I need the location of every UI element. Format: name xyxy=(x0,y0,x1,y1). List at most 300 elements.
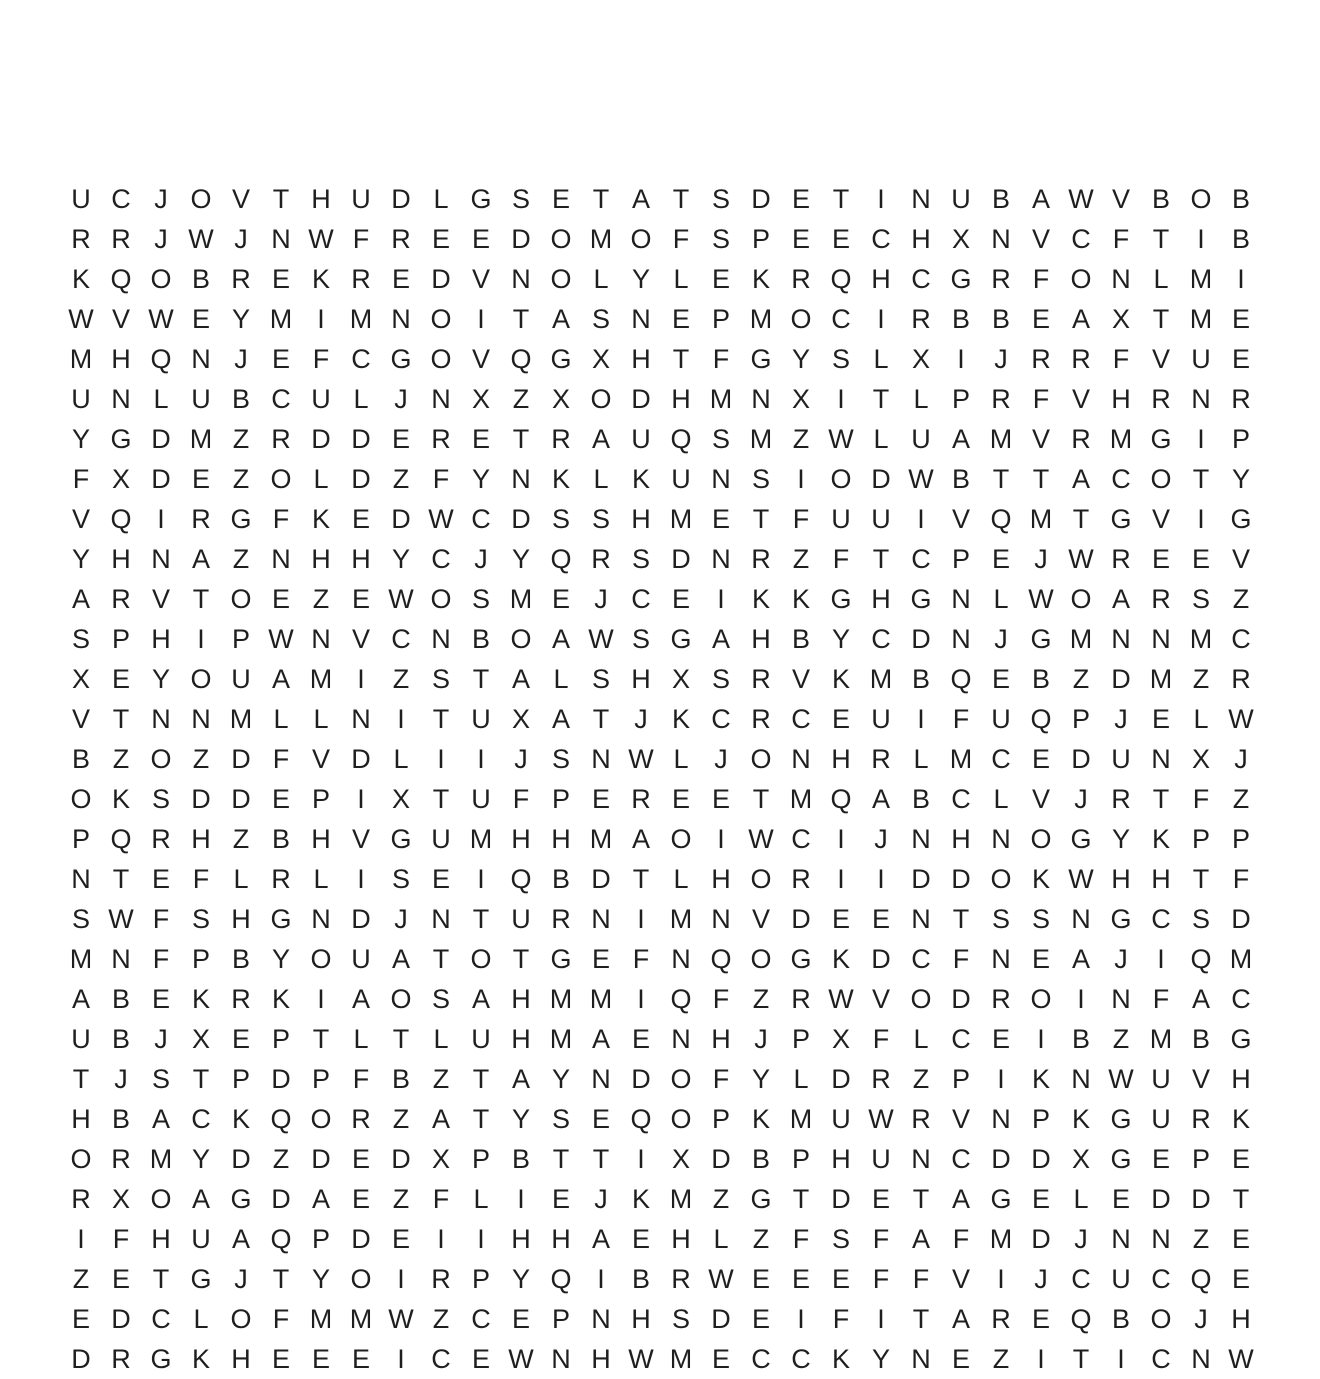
grid-cell[interactable]: R xyxy=(231,263,251,294)
grid-cell[interactable]: Z xyxy=(112,743,130,774)
grid-cell[interactable]: E xyxy=(711,783,730,814)
grid-cell[interactable]: E xyxy=(391,263,410,294)
grid-cell[interactable]: D xyxy=(391,1143,411,1174)
grid-cell[interactable]: F xyxy=(792,503,810,534)
grid-cell[interactable]: K xyxy=(1071,1103,1090,1134)
grid-cell[interactable]: Q xyxy=(830,263,852,294)
grid-cell[interactable]: B xyxy=(791,623,810,654)
grid-cell[interactable]: O xyxy=(510,623,532,654)
grid-cell[interactable]: E xyxy=(271,783,290,814)
grid-cell[interactable]: I xyxy=(437,743,445,774)
grid-cell[interactable]: R xyxy=(1071,423,1091,454)
grid-cell[interactable]: G xyxy=(390,343,412,374)
grid-cell[interactable]: T xyxy=(512,303,530,334)
grid-cell[interactable]: T xyxy=(112,863,130,894)
grid-cell[interactable]: I xyxy=(317,303,325,334)
grid-cell[interactable]: D xyxy=(111,1303,131,1334)
grid-cell[interactable]: J xyxy=(1034,1263,1048,1294)
grid-cell[interactable]: N xyxy=(671,1023,691,1054)
grid-cell[interactable]: W xyxy=(1228,703,1254,734)
grid-cell[interactable]: T xyxy=(1192,463,1210,494)
grid-cell[interactable]: V xyxy=(1031,783,1050,814)
grid-cell[interactable]: Y xyxy=(511,1103,530,1134)
grid-cell[interactable]: G xyxy=(1150,423,1172,454)
grid-cell[interactable]: E xyxy=(191,463,210,494)
grid-cell[interactable]: E xyxy=(1031,1303,1050,1334)
grid-cell[interactable]: J xyxy=(994,623,1008,654)
grid-cell[interactable]: E xyxy=(831,703,850,734)
grid-cell[interactable]: N xyxy=(191,343,211,374)
grid-cell[interactable]: N xyxy=(111,943,131,974)
grid-cell[interactable]: C xyxy=(1231,623,1251,654)
grid-cell[interactable]: A xyxy=(631,823,650,854)
grid-cell[interactable]: J xyxy=(634,703,648,734)
grid-cell[interactable]: J xyxy=(394,903,408,934)
grid-cell[interactable]: Y xyxy=(271,943,290,974)
grid-cell[interactable]: C xyxy=(711,703,731,734)
grid-cell[interactable]: F xyxy=(1232,863,1250,894)
grid-cell[interactable]: E xyxy=(871,1183,890,1214)
grid-cell[interactable]: G xyxy=(470,183,492,214)
grid-cell[interactable]: H xyxy=(1231,1063,1251,1094)
grid-cell[interactable]: G xyxy=(1110,1103,1132,1134)
grid-cell[interactable]: N xyxy=(591,743,611,774)
grid-cell[interactable]: Z xyxy=(792,543,810,574)
grid-cell[interactable]: Q xyxy=(950,663,972,694)
grid-cell[interactable]: J xyxy=(234,343,248,374)
grid-cell[interactable]: P xyxy=(71,823,90,854)
grid-cell[interactable]: F xyxy=(1032,383,1050,414)
grid-cell[interactable]: A xyxy=(151,1103,170,1134)
grid-cell[interactable]: S xyxy=(71,903,90,934)
grid-cell[interactable]: U xyxy=(1111,1263,1131,1294)
grid-cell[interactable]: L xyxy=(433,1023,449,1054)
grid-cell[interactable]: B xyxy=(271,823,290,854)
grid-cell[interactable]: V xyxy=(1111,183,1130,214)
grid-cell[interactable]: Q xyxy=(550,1263,572,1294)
grid-cell[interactable]: D xyxy=(911,623,931,654)
grid-cell[interactable]: M xyxy=(309,1303,333,1334)
grid-cell[interactable]: Q xyxy=(1190,1263,1212,1294)
grid-cell[interactable]: L xyxy=(913,1023,929,1054)
grid-cell[interactable]: N xyxy=(911,903,931,934)
grid-cell[interactable]: H xyxy=(191,823,211,854)
grid-cell[interactable]: O xyxy=(830,463,852,494)
grid-cell[interactable]: A xyxy=(1071,943,1090,974)
grid-cell[interactable]: O xyxy=(1030,983,1052,1014)
grid-cell[interactable]: E xyxy=(191,303,210,334)
grid-cell[interactable]: R xyxy=(751,703,771,734)
grid-cell[interactable]: Z xyxy=(392,463,410,494)
grid-cell[interactable]: U xyxy=(871,503,891,534)
grid-cell[interactable]: M xyxy=(1189,623,1213,654)
grid-cell[interactable]: F xyxy=(312,343,330,374)
grid-cell[interactable]: X xyxy=(951,223,970,254)
grid-cell[interactable]: G xyxy=(1030,623,1052,654)
grid-cell[interactable]: V xyxy=(151,583,170,614)
grid-cell[interactable]: S xyxy=(471,583,490,614)
grid-cell[interactable]: V xyxy=(111,303,130,334)
grid-cell[interactable]: N xyxy=(671,943,691,974)
grid-cell[interactable]: I xyxy=(797,1303,805,1334)
grid-cell[interactable]: L xyxy=(313,863,329,894)
grid-cell[interactable]: N xyxy=(1111,983,1131,1014)
grid-cell[interactable]: E xyxy=(1151,703,1170,734)
grid-cell[interactable]: J xyxy=(754,1023,768,1054)
grid-cell[interactable]: T xyxy=(552,1143,570,1174)
grid-cell[interactable]: E xyxy=(1191,543,1210,574)
grid-cell[interactable]: E xyxy=(591,1103,610,1134)
grid-cell[interactable]: N xyxy=(631,303,651,334)
grid-cell[interactable]: N xyxy=(71,863,91,894)
grid-cell[interactable]: E xyxy=(1031,743,1050,774)
grid-cell[interactable]: N xyxy=(1111,263,1131,294)
grid-cell[interactable]: M xyxy=(749,423,773,454)
grid-cell[interactable]: E xyxy=(671,783,690,814)
grid-cell[interactable]: E xyxy=(871,903,890,934)
grid-cell[interactable]: X xyxy=(591,343,610,374)
grid-cell[interactable]: P xyxy=(711,1103,730,1134)
grid-cell[interactable]: U xyxy=(471,703,491,734)
grid-cell[interactable]: K xyxy=(551,463,570,494)
grid-cell[interactable]: I xyxy=(837,863,845,894)
grid-cell[interactable]: M xyxy=(589,983,613,1014)
grid-cell[interactable]: N xyxy=(991,223,1011,254)
grid-cell[interactable]: L xyxy=(1193,703,1209,734)
grid-cell[interactable]: P xyxy=(1231,423,1250,454)
grid-cell[interactable]: E xyxy=(1111,1183,1130,1214)
grid-cell[interactable]: E xyxy=(391,423,410,454)
grid-cell[interactable]: P xyxy=(951,1063,970,1094)
grid-cell[interactable]: X xyxy=(191,1023,210,1054)
grid-cell[interactable]: B xyxy=(1151,183,1170,214)
grid-cell[interactable]: F xyxy=(512,783,530,814)
grid-cell[interactable]: A xyxy=(351,983,370,1014)
grid-cell[interactable]: I xyxy=(877,863,885,894)
grid-cell[interactable]: M xyxy=(589,223,613,254)
grid-cell[interactable]: H xyxy=(1111,863,1131,894)
grid-cell[interactable]: R xyxy=(911,303,931,334)
grid-cell[interactable]: L xyxy=(553,663,569,694)
grid-cell[interactable]: F xyxy=(352,1063,370,1094)
grid-cell[interactable]: X xyxy=(671,1143,690,1174)
grid-cell[interactable]: O xyxy=(1070,583,1092,614)
grid-cell[interactable]: I xyxy=(317,983,325,1014)
grid-cell[interactable]: R xyxy=(1191,1103,1211,1134)
grid-cell[interactable]: O xyxy=(350,1263,372,1294)
grid-cell[interactable]: Q xyxy=(510,863,532,894)
grid-cell[interactable]: Z xyxy=(432,1303,450,1334)
grid-cell[interactable]: K xyxy=(631,463,650,494)
grid-cell[interactable]: I xyxy=(1197,423,1205,454)
grid-cell[interactable]: P xyxy=(951,543,970,574)
grid-cell[interactable]: G xyxy=(1110,503,1132,534)
grid-cell[interactable]: E xyxy=(471,423,490,454)
grid-cell[interactable]: B xyxy=(231,943,250,974)
grid-cell[interactable]: E xyxy=(711,1343,730,1374)
grid-cell[interactable]: D xyxy=(871,943,891,974)
grid-cell[interactable]: R xyxy=(551,423,571,454)
grid-cell[interactable]: U xyxy=(71,383,91,414)
grid-cell[interactable]: O xyxy=(670,1063,692,1094)
grid-cell[interactable]: R xyxy=(271,423,291,454)
grid-cell[interactable]: E xyxy=(551,183,570,214)
grid-cell[interactable]: B xyxy=(231,383,250,414)
grid-cell[interactable]: O xyxy=(750,743,772,774)
grid-cell[interactable]: I xyxy=(1237,263,1245,294)
grid-cell[interactable]: X xyxy=(391,783,410,814)
grid-cell[interactable]: V xyxy=(471,263,490,294)
grid-cell[interactable]: Y xyxy=(791,343,810,374)
grid-cell[interactable]: Y xyxy=(751,1063,770,1094)
grid-cell[interactable]: E xyxy=(831,223,850,254)
grid-cell[interactable]: X xyxy=(111,1183,130,1214)
grid-cell[interactable]: U xyxy=(471,783,491,814)
grid-cell[interactable]: W xyxy=(148,303,174,334)
grid-cell[interactable]: R xyxy=(791,983,811,1014)
grid-cell[interactable]: Z xyxy=(792,423,810,454)
grid-cell[interactable]: L xyxy=(433,183,449,214)
grid-cell[interactable]: Y xyxy=(231,303,250,334)
grid-cell[interactable]: D xyxy=(351,1223,371,1254)
grid-cell[interactable]: E xyxy=(351,503,370,534)
grid-cell[interactable]: T xyxy=(272,183,290,214)
grid-cell[interactable]: U xyxy=(671,463,691,494)
grid-cell[interactable]: E xyxy=(391,1223,410,1254)
grid-cell[interactable]: E xyxy=(1031,1183,1050,1214)
grid-cell[interactable]: H xyxy=(511,823,531,854)
grid-cell[interactable]: D xyxy=(711,1143,731,1174)
grid-cell[interactable]: J xyxy=(994,343,1008,374)
grid-cell[interactable]: D xyxy=(591,863,611,894)
grid-cell[interactable]: T xyxy=(992,463,1010,494)
grid-cell[interactable]: K xyxy=(631,1183,650,1214)
grid-cell[interactable]: E xyxy=(631,1223,650,1254)
grid-cell[interactable]: F xyxy=(352,223,370,254)
grid-cell[interactable]: S xyxy=(831,1223,850,1254)
grid-cell[interactable]: O xyxy=(430,583,452,614)
grid-cell[interactable]: J xyxy=(1074,1223,1088,1254)
grid-cell[interactable]: F xyxy=(432,1183,450,1214)
grid-cell[interactable]: M xyxy=(69,943,93,974)
grid-cell[interactable]: E xyxy=(951,1343,970,1374)
grid-cell[interactable]: D xyxy=(631,1063,651,1094)
grid-cell[interactable]: O xyxy=(310,1103,332,1134)
grid-cell[interactable]: T xyxy=(1152,303,1170,334)
grid-cell[interactable]: O xyxy=(150,263,172,294)
grid-cell[interactable]: S xyxy=(551,743,570,774)
grid-cell[interactable]: M xyxy=(789,783,813,814)
grid-cell[interactable]: G xyxy=(830,583,852,614)
grid-cell[interactable]: T xyxy=(872,543,890,574)
grid-cell[interactable]: R xyxy=(111,223,131,254)
grid-cell[interactable]: D xyxy=(1151,1183,1171,1214)
grid-cell[interactable]: W xyxy=(108,903,134,934)
grid-cell[interactable]: R xyxy=(1231,383,1251,414)
grid-cell[interactable]: D xyxy=(631,383,651,414)
grid-cell[interactable]: N xyxy=(1151,623,1171,654)
grid-cell[interactable]: S xyxy=(1191,903,1210,934)
grid-cell[interactable]: H xyxy=(911,223,931,254)
grid-cell[interactable]: E xyxy=(591,783,610,814)
grid-cell[interactable]: F xyxy=(712,343,730,374)
grid-cell[interactable]: W xyxy=(68,303,94,334)
grid-cell[interactable]: U xyxy=(1191,343,1211,374)
grid-cell[interactable]: M xyxy=(709,383,733,414)
grid-cell[interactable]: O xyxy=(1150,1303,1172,1334)
grid-cell[interactable]: J xyxy=(874,823,888,854)
grid-cell[interactable]: M xyxy=(69,343,93,374)
grid-cell[interactable]: T xyxy=(432,783,450,814)
grid-cell[interactable]: B xyxy=(951,463,970,494)
grid-cell[interactable]: R xyxy=(351,1103,371,1134)
grid-cell[interactable]: T xyxy=(1072,503,1090,534)
grid-cell[interactable]: F xyxy=(632,943,650,974)
grid-cell[interactable]: O xyxy=(750,943,772,974)
grid-cell[interactable]: F xyxy=(672,223,690,254)
grid-cell[interactable]: H xyxy=(831,1143,851,1174)
grid-cell[interactable]: Y xyxy=(511,1263,530,1294)
grid-cell[interactable]: P xyxy=(111,623,130,654)
grid-cell[interactable]: I xyxy=(397,1343,405,1374)
grid-cell[interactable]: M xyxy=(349,1303,373,1334)
grid-cell[interactable]: O xyxy=(150,743,172,774)
grid-cell[interactable]: D xyxy=(871,463,891,494)
grid-cell[interactable]: H xyxy=(231,903,251,934)
grid-cell[interactable]: J xyxy=(594,583,608,614)
grid-cell[interactable]: V xyxy=(1231,543,1250,574)
grid-cell[interactable]: E xyxy=(711,263,730,294)
grid-cell[interactable]: U xyxy=(191,1223,211,1254)
grid-cell[interactable]: U xyxy=(951,183,971,214)
grid-cell[interactable]: N xyxy=(151,703,171,734)
grid-cell[interactable]: Y xyxy=(151,663,170,694)
grid-cell[interactable]: R xyxy=(1071,343,1091,374)
grid-cell[interactable]: J xyxy=(1034,543,1048,574)
grid-cell[interactable]: H xyxy=(1231,1303,1251,1334)
grid-cell[interactable]: N xyxy=(1071,1063,1091,1094)
grid-cell[interactable]: S xyxy=(391,863,410,894)
grid-cell[interactable]: C xyxy=(1231,983,1251,1014)
grid-cell[interactable]: E xyxy=(271,263,290,294)
grid-cell[interactable]: W xyxy=(828,423,854,454)
grid-cell[interactable]: A xyxy=(591,1223,610,1254)
grid-cell[interactable]: C xyxy=(951,1023,971,1054)
grid-cell[interactable]: F xyxy=(272,503,290,534)
grid-cell[interactable]: P xyxy=(1231,823,1250,854)
grid-cell[interactable]: E xyxy=(111,1263,130,1294)
grid-cell[interactable]: C xyxy=(471,503,491,534)
grid-cell[interactable]: H xyxy=(111,543,131,574)
grid-cell[interactable]: U xyxy=(511,903,531,934)
grid-cell[interactable]: J xyxy=(594,1183,608,1214)
grid-cell[interactable]: S xyxy=(631,543,650,574)
grid-cell[interactable]: M xyxy=(989,423,1013,454)
grid-cell[interactable]: J xyxy=(1114,703,1128,734)
grid-cell[interactable]: J xyxy=(1234,743,1248,774)
grid-cell[interactable]: U xyxy=(1111,743,1131,774)
grid-cell[interactable]: A xyxy=(71,983,90,1014)
grid-cell[interactable]: M xyxy=(989,1223,1013,1254)
grid-cell[interactable]: A xyxy=(951,1183,970,1214)
grid-cell[interactable]: D xyxy=(231,783,251,814)
grid-cell[interactable]: C xyxy=(751,1343,771,1374)
grid-cell[interactable]: V xyxy=(951,503,970,534)
grid-cell[interactable]: H xyxy=(311,543,331,574)
grid-cell[interactable]: V xyxy=(951,1263,970,1294)
grid-cell[interactable]: O xyxy=(470,943,492,974)
grid-cell[interactable]: O xyxy=(310,943,332,974)
grid-cell[interactable]: T xyxy=(192,583,210,614)
grid-cell[interactable]: M xyxy=(789,1103,813,1134)
grid-cell[interactable]: R xyxy=(391,223,411,254)
grid-cell[interactable]: F xyxy=(832,1303,850,1334)
grid-cell[interactable]: O xyxy=(990,863,1012,894)
grid-cell[interactable]: G xyxy=(790,943,812,974)
grid-cell[interactable]: E xyxy=(71,1303,90,1334)
grid-cell[interactable]: H xyxy=(551,1223,571,1254)
grid-cell[interactable]: M xyxy=(549,1023,573,1054)
grid-cell[interactable]: F xyxy=(1152,983,1170,1014)
grid-cell[interactable]: M xyxy=(509,583,533,614)
grid-cell[interactable]: E xyxy=(151,983,170,1014)
grid-cell[interactable]: K xyxy=(1031,863,1050,894)
grid-cell[interactable]: Q xyxy=(150,343,172,374)
grid-cell[interactable]: R xyxy=(351,263,371,294)
grid-cell[interactable]: M xyxy=(349,303,373,334)
grid-cell[interactable]: L xyxy=(1153,263,1169,294)
grid-cell[interactable]: E xyxy=(1231,1143,1250,1174)
grid-cell[interactable]: E xyxy=(1231,343,1250,374)
grid-cell[interactable]: Y xyxy=(391,543,410,574)
grid-cell[interactable]: H xyxy=(831,743,851,774)
grid-cell[interactable]: O xyxy=(550,263,572,294)
grid-cell[interactable]: T xyxy=(672,183,690,214)
grid-cell[interactable]: V xyxy=(1191,1063,1210,1094)
grid-cell[interactable]: L xyxy=(993,783,1009,814)
grid-cell[interactable]: F xyxy=(912,1263,930,1294)
grid-cell[interactable]: E xyxy=(671,303,690,334)
grid-cell[interactable]: D xyxy=(831,1183,851,1214)
grid-cell[interactable]: Q xyxy=(1070,1303,1092,1334)
grid-cell[interactable]: M xyxy=(669,1183,693,1214)
grid-cell[interactable]: B xyxy=(471,623,490,654)
grid-cell[interactable]: K xyxy=(71,263,90,294)
grid-cell[interactable]: A xyxy=(511,1063,530,1094)
grid-cell[interactable]: D xyxy=(151,423,171,454)
grid-cell[interactable]: H xyxy=(71,1103,91,1134)
grid-cell[interactable]: Q xyxy=(630,1103,652,1134)
grid-cell[interactable]: E xyxy=(271,343,290,374)
grid-cell[interactable]: C xyxy=(391,623,411,654)
grid-cell[interactable]: O xyxy=(1150,463,1172,494)
grid-cell[interactable]: F xyxy=(432,463,450,494)
grid-cell[interactable]: K xyxy=(231,1103,250,1134)
grid-cell[interactable]: R xyxy=(431,423,451,454)
grid-cell[interactable]: U xyxy=(471,1023,491,1054)
grid-cell[interactable]: O xyxy=(590,383,612,414)
grid-cell[interactable]: C xyxy=(831,303,851,334)
grid-cell[interactable]: N xyxy=(511,263,531,294)
grid-cell[interactable]: R xyxy=(1151,583,1171,614)
grid-cell[interactable]: G xyxy=(910,583,932,614)
grid-cell[interactable]: G xyxy=(110,423,132,454)
grid-cell[interactable]: Z xyxy=(512,383,530,414)
grid-cell[interactable]: R xyxy=(111,583,131,614)
grid-cell[interactable]: L xyxy=(353,1023,369,1054)
grid-cell[interactable]: N xyxy=(951,583,971,614)
grid-cell[interactable]: L xyxy=(233,863,249,894)
